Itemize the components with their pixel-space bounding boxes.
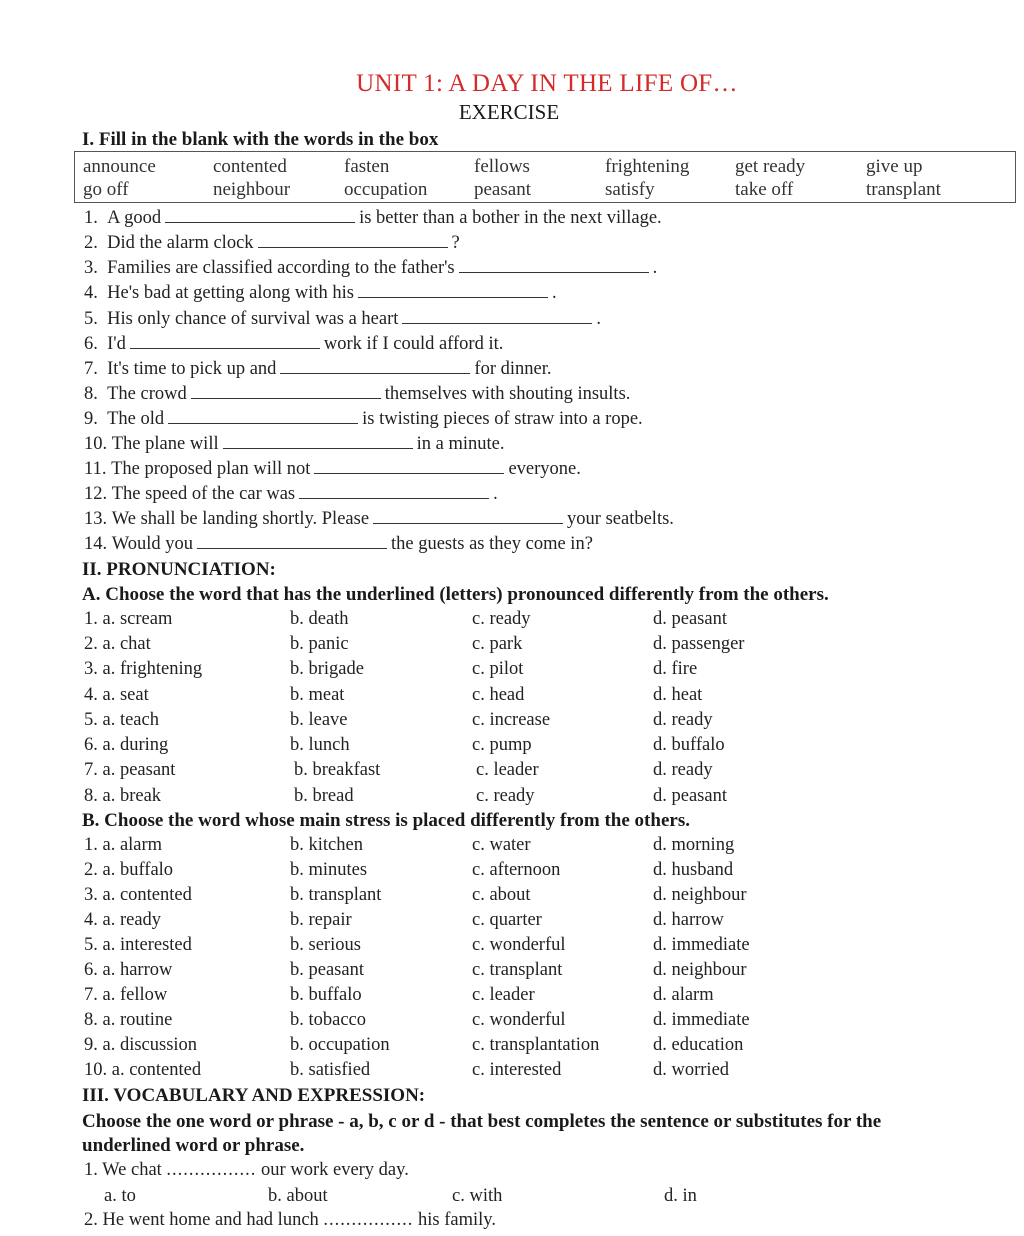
word-box-item: neighbour — [213, 179, 291, 200]
word-box-item: get ready — [735, 156, 806, 177]
fill-item — [84, 208, 662, 229]
answer-blank[interactable] — [358, 283, 548, 298]
option-c: c. transplantation — [472, 1035, 600, 1055]
option-d: d. worried — [653, 1060, 730, 1080]
fill-item — [84, 459, 581, 480]
fill-item — [84, 258, 657, 279]
option-c: c. pilot — [472, 659, 524, 679]
word-box-item: peasant — [474, 179, 531, 200]
answer-blank[interactable] — [373, 509, 563, 524]
option-d: d. ready — [653, 760, 713, 780]
option-b: b. meat — [290, 685, 345, 705]
option-c: c. leader — [476, 760, 539, 780]
item-text: The speed of the car was — [111, 484, 296, 504]
option-b: b. bread — [294, 786, 354, 806]
option-a[interactable]: a. to — [104, 1186, 136, 1206]
option-a: 3. a. frightening — [84, 659, 203, 679]
item-number: 9. — [84, 409, 98, 429]
option-d: d. morning — [653, 835, 735, 855]
word-box-item: occupation — [344, 179, 428, 200]
answer-blank[interactable] — [299, 484, 489, 499]
item-number: 5. — [84, 309, 98, 329]
option-a: 7. a. peasant — [84, 760, 176, 780]
option-a: 5. a. interested — [84, 935, 192, 955]
item-text: your seatbelts. — [567, 509, 674, 529]
part-a-heading: A. Choose the word that has the underlined (letters) pronounced differently from the others. — [82, 584, 829, 605]
option-c: c. about — [472, 885, 531, 905]
option-a: 9. a. discussion — [84, 1035, 198, 1055]
fill-item — [84, 283, 557, 304]
fill-item — [84, 359, 551, 380]
item-number: 1. — [84, 208, 98, 228]
option-a: 4. a. seat — [84, 685, 149, 705]
option-d: d. peasant — [653, 609, 727, 629]
option-d: d. neighbour — [653, 885, 747, 905]
item-text: I'd — [107, 334, 126, 354]
option-a: 6. a. harrow — [84, 960, 173, 980]
option-b: b. death — [290, 609, 349, 629]
option-c: c. wonderful — [472, 1010, 566, 1030]
section-3-instruction: Choose the one word or phrase - a, b, c or d - that best completes the sentence or substitutes for the — [82, 1111, 882, 1132]
option-b: b. minutes — [290, 860, 368, 880]
option-b: b. buffalo — [290, 985, 362, 1005]
item-text: The crowd — [107, 384, 187, 404]
answer-blank[interactable] — [130, 334, 320, 349]
item-text: A good — [107, 208, 162, 228]
option-d: d. immediate — [653, 935, 750, 955]
option-b: b. leave — [290, 710, 348, 730]
item-text: . — [552, 283, 557, 303]
item-number: 3. — [84, 258, 98, 278]
option-c: c. park — [472, 634, 523, 654]
option-c: c. water — [472, 835, 531, 855]
item-text: the guests as they come in? — [391, 534, 593, 554]
item-text: everyone. — [508, 459, 581, 479]
option-b: b. brigade — [290, 659, 364, 679]
fill-item — [84, 484, 498, 505]
item-text: for dinner. — [474, 359, 552, 379]
option-c: c. increase — [472, 710, 551, 730]
word-box-item: satisfy — [605, 179, 655, 200]
option-c: c. ready — [476, 786, 535, 806]
item-text: . — [652, 258, 658, 278]
part-b-heading: B. Choose the word whose main stress is placed differently from the others. — [82, 810, 690, 831]
item-text: He's bad at getting along with his — [107, 283, 355, 303]
fill-item — [84, 334, 503, 355]
option-c: c. quarter — [472, 910, 542, 930]
item-number: 11. — [84, 459, 107, 479]
item-text: His only chance of survival was a heart — [107, 309, 399, 329]
item-text: ? — [451, 233, 460, 253]
option-d: d. alarm — [653, 985, 714, 1005]
option-b: b. tobacco — [290, 1010, 367, 1030]
word-box-item: contented — [213, 156, 287, 177]
option-c: c. ready — [472, 609, 531, 629]
option-c: c. leader — [472, 985, 535, 1005]
option-d: d. buffalo — [653, 735, 725, 755]
option-d: d. heat — [653, 685, 703, 705]
vocab-question — [84, 1160, 409, 1181]
question-text: his family. — [418, 1210, 496, 1230]
option-b: b. panic — [290, 634, 349, 654]
item-number: 7. — [84, 359, 98, 379]
fill-item — [84, 434, 504, 455]
answer-blank[interactable] — [197, 534, 387, 549]
question-text: 2. He went home and had lunch — [84, 1210, 319, 1230]
option-c: c. afternoon — [472, 860, 561, 880]
word-box-item: announce — [83, 156, 156, 177]
option-b: b. lunch — [290, 735, 350, 755]
item-number: 13. — [84, 509, 108, 529]
option-d: d. fire — [653, 659, 698, 679]
item-text: themselves with shouting insults. — [384, 384, 631, 404]
fill-item — [84, 409, 643, 430]
option-b: b. peasant — [290, 960, 364, 980]
vocab-question — [84, 1210, 496, 1231]
answer-blank[interactable] — [258, 233, 448, 248]
option-a: 8. a. break — [84, 786, 162, 806]
answer-blank[interactable] — [402, 309, 592, 324]
option-c: c. pump — [472, 735, 532, 755]
option-a: 4. a. ready — [84, 910, 162, 930]
section-2-heading: II. PRONUNCIATION: — [82, 559, 276, 580]
option-a: 8. a. routine — [84, 1010, 173, 1030]
answer-blank[interactable] — [280, 359, 470, 374]
option-c: c. head — [472, 685, 525, 705]
option-c: c. transplant — [472, 960, 563, 980]
item-text: The proposed plan will not — [111, 459, 311, 479]
answer-blank[interactable] — [314, 459, 504, 474]
option-b: b. breakfast — [294, 760, 381, 780]
fill-item — [84, 233, 460, 254]
option-a: 1. a. alarm — [84, 835, 163, 855]
option-b[interactable]: b. about — [268, 1186, 328, 1206]
question-text: 1. We chat — [84, 1160, 162, 1180]
option-a: 2. a. buffalo — [84, 860, 174, 880]
item-text: work if I could afford it. — [323, 334, 504, 354]
word-box-item: frightening — [605, 156, 690, 177]
option-d: d. ready — [653, 710, 713, 730]
option-b: b. kitchen — [290, 835, 363, 855]
word-box-item: fellows — [474, 156, 530, 177]
item-text: in a minute. — [416, 434, 505, 454]
item-number: 2. — [84, 233, 98, 253]
fill-item — [84, 534, 593, 555]
option-d[interactable]: d. in — [664, 1186, 697, 1206]
option-d: d. peasant — [653, 786, 727, 806]
page-title: UNIT 1: A DAY IN THE LIFE OF… — [356, 70, 738, 97]
page-subtitle: EXERCISE — [458, 100, 560, 124]
option-a: 7. a. fellow — [84, 985, 168, 1005]
answer-blank[interactable] — [165, 208, 355, 223]
answer-dots[interactable]: ................ — [166, 1160, 257, 1180]
item-text: We shall be landing shortly. Please — [111, 509, 370, 529]
item-number: 6. — [84, 334, 98, 354]
section-1-heading: I. Fill in the blank with the words in the box — [82, 129, 439, 150]
option-d: d. immediate — [653, 1010, 750, 1030]
option-a: 1. a. scream — [84, 609, 173, 629]
answer-dots[interactable]: ................ — [323, 1210, 414, 1230]
option-d: d. harrow — [653, 910, 724, 930]
option-b: b. occupation — [290, 1035, 390, 1055]
fill-item — [84, 309, 601, 330]
item-text: Families are classified according to the father's — [107, 258, 455, 278]
item-text: The plane will — [111, 434, 219, 454]
option-a: 10. a. contented — [84, 1060, 202, 1080]
answer-blank[interactable] — [191, 384, 381, 399]
word-box — [74, 151, 1016, 203]
option-a: 3. a. contented — [84, 885, 192, 905]
option-a: 6. a. during — [84, 735, 169, 755]
answer-blank[interactable] — [168, 409, 358, 424]
word-box-item: give up — [866, 156, 923, 177]
item-number: 4. — [84, 283, 98, 303]
item-number: 14. — [84, 534, 108, 554]
item-number: 12. — [84, 484, 108, 504]
item-text: The old — [107, 409, 165, 429]
option-a: 5. a. teach — [84, 710, 159, 730]
word-box-item: go off — [83, 179, 129, 200]
option-b: b. repair — [290, 910, 352, 930]
option-c: c. interested — [472, 1060, 562, 1080]
option-b: b. transplant — [290, 885, 382, 905]
option-b: b. serious — [290, 935, 361, 955]
item-text: is twisting pieces of straw into a rope. — [362, 409, 643, 429]
word-box-item: fasten — [344, 156, 390, 177]
answer-blank[interactable] — [223, 434, 413, 449]
item-text: Would you — [111, 534, 193, 554]
item-text: . — [493, 484, 498, 504]
option-c: c. wonderful — [472, 935, 566, 955]
option-d: d. education — [653, 1035, 744, 1055]
fill-item — [84, 509, 674, 530]
option-b: b. satisfied — [290, 1060, 371, 1080]
section-3-heading: III. VOCABULARY AND EXPRESSION: — [82, 1085, 426, 1106]
word-box-item: transplant — [866, 179, 941, 200]
question-text: our work every day. — [261, 1160, 409, 1180]
item-text: It's time to pick up and — [107, 359, 277, 379]
option-d: d. neighbour — [653, 960, 747, 980]
fill-item — [84, 384, 630, 405]
option-a: 2. a. chat — [84, 634, 151, 654]
word-box-item: take off — [735, 179, 794, 200]
item-number: 10. — [84, 434, 108, 454]
item-number: 8. — [84, 384, 98, 404]
section-3-instruction: underlined word or phrase. — [82, 1135, 305, 1156]
option-d: d. husband — [653, 860, 734, 880]
item-text: is better than a bother in the next village. — [359, 208, 662, 228]
option-d: d. passenger — [653, 634, 745, 654]
option-c[interactable]: c. with — [452, 1186, 503, 1206]
item-text: . — [596, 309, 602, 329]
answer-blank[interactable] — [459, 258, 649, 273]
item-text: Did the alarm clock — [107, 233, 254, 253]
